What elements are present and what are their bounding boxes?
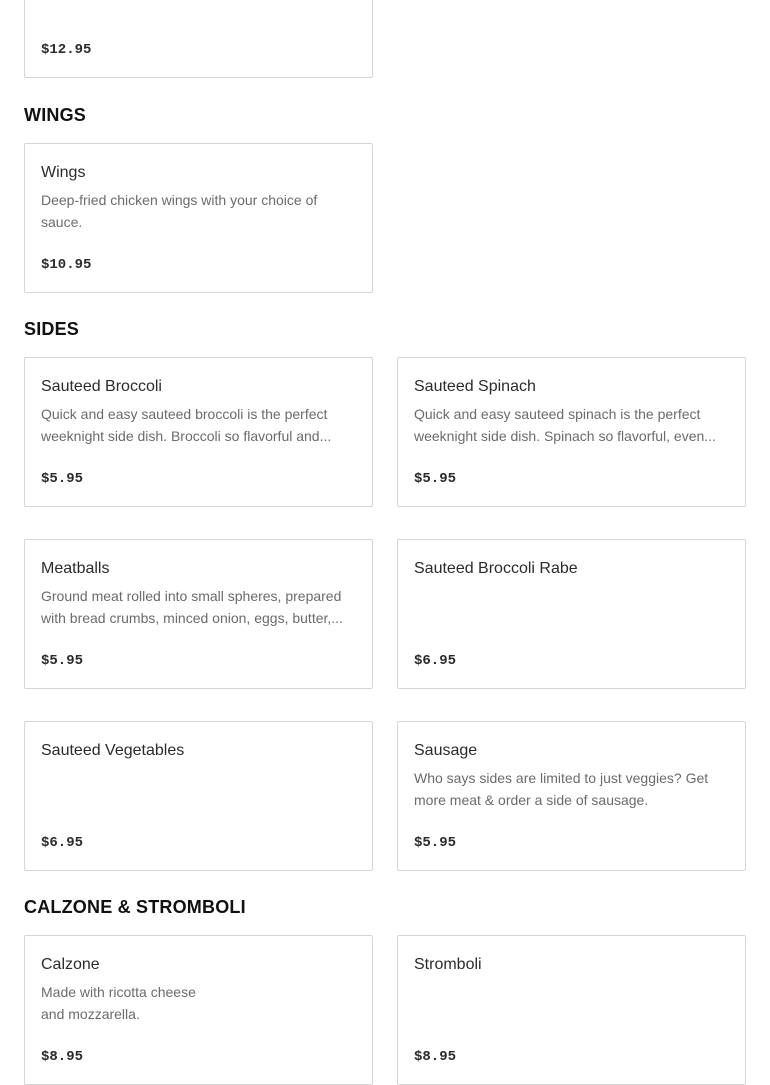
item-price: $12.95 <box>41 42 92 58</box>
item-description: Made with ricotta cheese and mozzarella. <box>41 984 196 1022</box>
item-name: Sauteed Broccoli Rabe <box>414 560 578 577</box>
menu-item-card[interactable] <box>24 0 373 78</box>
menu-item-card-calzone[interactable] <box>24 935 373 1085</box>
item-description: Ground meat rolled into small spheres, prepared with bread crumbs, minced onion, eggs, butter,... <box>41 588 343 626</box>
item-name: Meatballs <box>41 560 110 577</box>
item-name: Sauteed Spinach <box>414 378 536 395</box>
item-description: Deep-fried chicken wings with your choice of sauce. <box>41 192 318 230</box>
section-title-sides: SIDES <box>24 319 80 339</box>
item-name: Calzone <box>41 956 100 973</box>
menu-item-card-stromboli[interactable] <box>397 935 746 1085</box>
item-description: Quick and easy sauteed spinach is the perfect weeknight side dish. Spinach so flavorful, even... <box>414 406 716 444</box>
item-price: $5.95 <box>41 653 84 669</box>
item-description <box>414 585 729 629</box>
item-name: Stromboli <box>414 956 482 973</box>
item-name: Sauteed Vegetables <box>41 742 185 759</box>
item-price: $6.95 <box>41 835 84 851</box>
item-price: $5.95 <box>414 471 457 487</box>
item-price: $5.95 <box>41 471 84 487</box>
item-description: Who says sides are limited to just veggies? Get more meat & order a side of sausage. <box>414 770 709 808</box>
item-price: $8.95 <box>414 1049 457 1065</box>
item-price: $10.95 <box>41 257 92 273</box>
menu-item-card-sauteed-spinach[interactable] <box>397 357 746 507</box>
item-description <box>41 767 356 811</box>
menu-item-card-wings[interactable] <box>24 143 373 293</box>
item-price: $8.95 <box>41 1049 84 1065</box>
item-description <box>414 981 729 1025</box>
item-price: $6.95 <box>414 653 457 669</box>
menu-item-card-sauteed-broccoli[interactable] <box>24 357 373 507</box>
item-description: Quick and easy sauteed broccoli is the perfect weeknight side dish. Broccoli so flavorful and... <box>41 406 332 444</box>
item-name: Sauteed Broccoli <box>41 378 162 395</box>
menu-item-card-sausage[interactable] <box>397 721 746 871</box>
menu-item-card-sauteed-broccoli-rabe[interactable] <box>397 539 746 689</box>
section-title-calzone-stromboli: CALZONE & STROMBOLI <box>24 897 246 917</box>
menu-item-card-meatballs[interactable] <box>24 539 373 689</box>
menu-item-card-sauteed-vegetables[interactable] <box>24 721 373 871</box>
section-title-wings: WINGS <box>24 105 86 125</box>
item-name: Sausage <box>414 742 478 759</box>
item-price: $5.95 <box>414 835 457 851</box>
item-name: Wings <box>41 164 86 181</box>
